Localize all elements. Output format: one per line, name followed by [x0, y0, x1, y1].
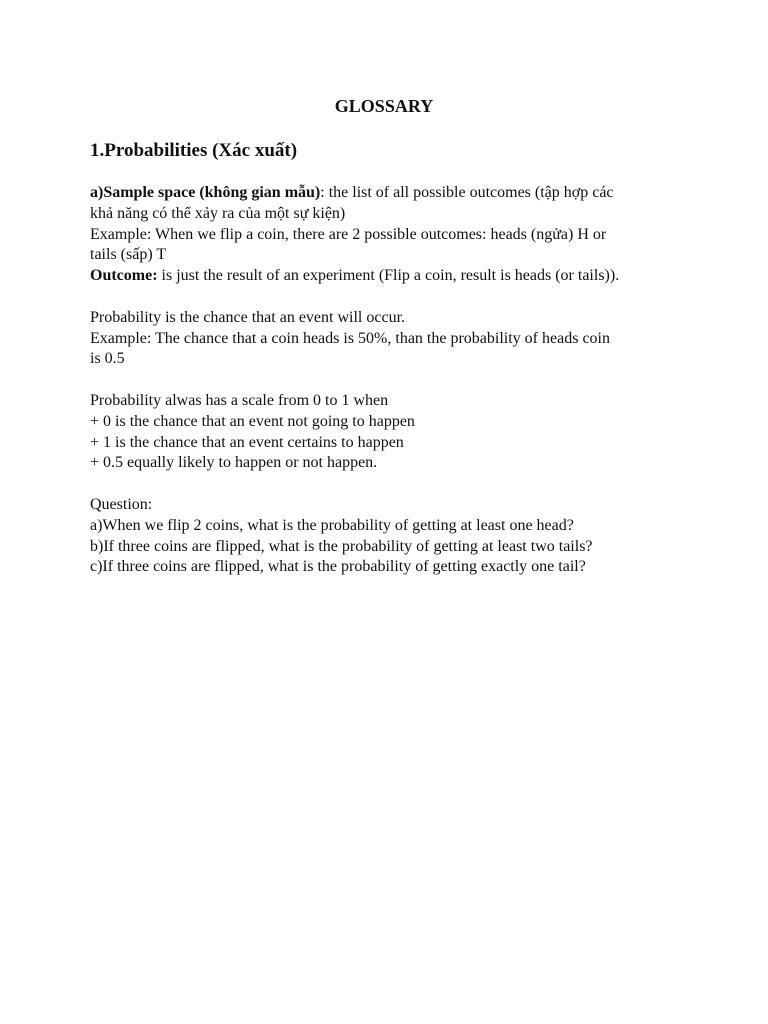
question-item: a)When we flip 2 coins, what is the probability of getting at least one head? [90, 516, 574, 534]
section-heading: 1.Probabilities (Xác xuất) [90, 140, 298, 161]
probability-example-cont: is 0.5 [90, 350, 125, 368]
scale-item: + 0 is the chance that an event not going to happen [90, 412, 415, 430]
sample-space-term: a)Sample space (không gian mẫu) [90, 184, 321, 201]
paragraph-gap [90, 287, 690, 308]
probability-definition: Probability is the chance that an event will occur. [90, 308, 406, 326]
paragraph-gap [90, 370, 690, 391]
question-item: b)If three coins are flipped, what is the probability of getting at least two tails? [90, 537, 593, 555]
sample-space-definition-cont: khả năng có thể xảy ra của một sự kiện) [90, 204, 346, 222]
question-item: c)If three coins are flipped, what is the probability of getting exactly one tail? [90, 558, 586, 576]
probability-example: Example: The chance that a coin heads is 50%, than the probability of heads coin [90, 329, 610, 347]
outcome-term: Outcome: [90, 267, 158, 285]
sample-space-definition-text: : the list of all possible outcomes (tập hợp các [320, 184, 614, 201]
questions-label: Question: [90, 495, 153, 513]
document-body [90, 183, 690, 578]
page-title: GLOSSARY [334, 96, 434, 116]
scale-item: + 0.5 equally likely to happen or not happen. [90, 454, 378, 472]
outcome-definition [90, 266, 690, 287]
sample-space-example: Example: When we flip a coin, there are 2 possible outcomes: heads (ngửa) H or [90, 225, 607, 243]
sample-space-definition [90, 183, 690, 204]
scale-item: + 1 is the chance that an event certains to happen [90, 433, 404, 451]
sample-space-example-cont: tails (sấp) T [90, 246, 167, 264]
scale-intro: Probability alwas has a scale from 0 to 1 when [90, 391, 389, 409]
outcome-definition-text: is just the result of an experiment (Flip a coin, result is heads (or tails)). [157, 267, 620, 285]
paragraph-gap [90, 474, 690, 495]
